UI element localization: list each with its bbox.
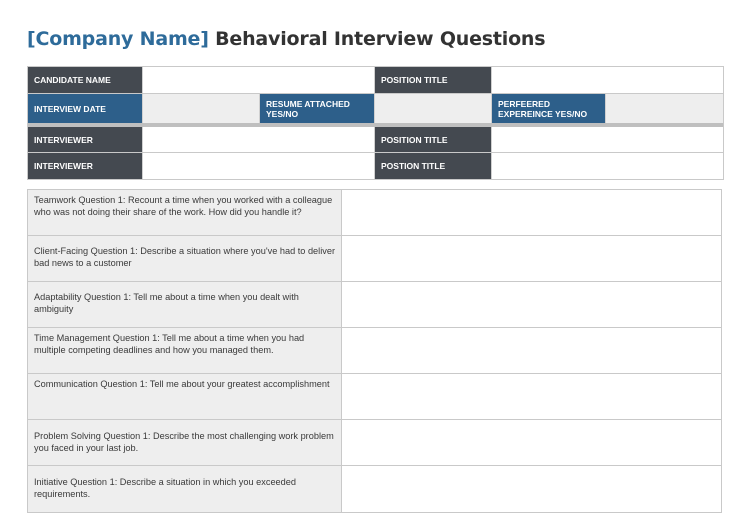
interviewer-field-2[interactable] — [143, 153, 375, 179]
preferred-experience-label: PERFEERED EXPEREINCE YES/NO — [492, 94, 606, 123]
info-row-candidate — [28, 67, 723, 94]
answer-field[interactable] — [342, 466, 721, 512]
page-title — [27, 28, 545, 50]
position-title-label-3: POSTION TITLE — [375, 153, 492, 179]
resume-attached-label: RESUME ATTACHED YES/NO — [260, 94, 375, 123]
resume-attached-field[interactable] — [375, 94, 492, 123]
info-row-interview-date — [28, 94, 723, 127]
question-row — [28, 420, 721, 466]
question-text: Teamwork Question 1: Recount a time when you worked with a colleague who was not doing their share of the work. How did you handle it? — [28, 190, 342, 235]
candidate-info-table — [27, 66, 724, 180]
position-title-field-2[interactable] — [492, 127, 723, 152]
company-name: [Company Name] — [27, 28, 209, 50]
question-text: Communication Question 1: Tell me about your greatest accomplishment — [28, 374, 342, 419]
candidate-name-label: CANDIDATE NAME — [28, 67, 143, 93]
question-text: Initiative Question 1: Describe a situation in which you exceeded requirements. — [28, 466, 342, 512]
position-title-label-2: POSITION TITLE — [375, 127, 492, 152]
question-text: Time Management Question 1: Tell me about a time when you had multiple competing deadlines and how you managed them. — [28, 328, 342, 373]
interviewer-field-1[interactable] — [143, 127, 375, 152]
interviewer-label-2: INTERVIEWER — [28, 153, 143, 179]
answer-field[interactable] — [342, 236, 721, 281]
answer-field[interactable] — [342, 282, 721, 327]
question-row — [28, 236, 721, 282]
answer-field[interactable] — [342, 190, 721, 235]
position-title-field[interactable] — [492, 67, 723, 93]
question-text: Problem Solving Question 1: Describe the most challenging work problem you faced in your last job. — [28, 420, 342, 465]
interview-date-field[interactable] — [143, 94, 260, 123]
document-title: Behavioral Interview Questions — [215, 28, 546, 50]
preferred-experience-field[interactable] — [606, 94, 723, 123]
interview-date-label: INTERVIEW DATE — [28, 94, 143, 123]
question-row — [28, 190, 721, 236]
question-row — [28, 282, 721, 328]
question-row — [28, 328, 721, 374]
candidate-name-field[interactable] — [143, 67, 375, 93]
interviewer-label-1: INTERVIEWER — [28, 127, 143, 152]
answer-field[interactable] — [342, 328, 721, 373]
info-row-interviewer-2 — [28, 153, 723, 179]
answer-field[interactable] — [342, 420, 721, 465]
question-row — [28, 466, 721, 512]
position-title-label: POSITION TITLE — [375, 67, 492, 93]
question-text: Client-Facing Question 1: Describe a situation where you've had to deliver bad news to a customer — [28, 236, 342, 281]
info-row-interviewer-1 — [28, 127, 723, 153]
position-title-field-3[interactable] — [492, 153, 723, 179]
question-row — [28, 374, 721, 420]
question-text: Adaptability Question 1: Tell me about a time when you dealt with ambiguity — [28, 282, 342, 327]
answer-field[interactable] — [342, 374, 721, 419]
questions-table — [27, 189, 722, 513]
